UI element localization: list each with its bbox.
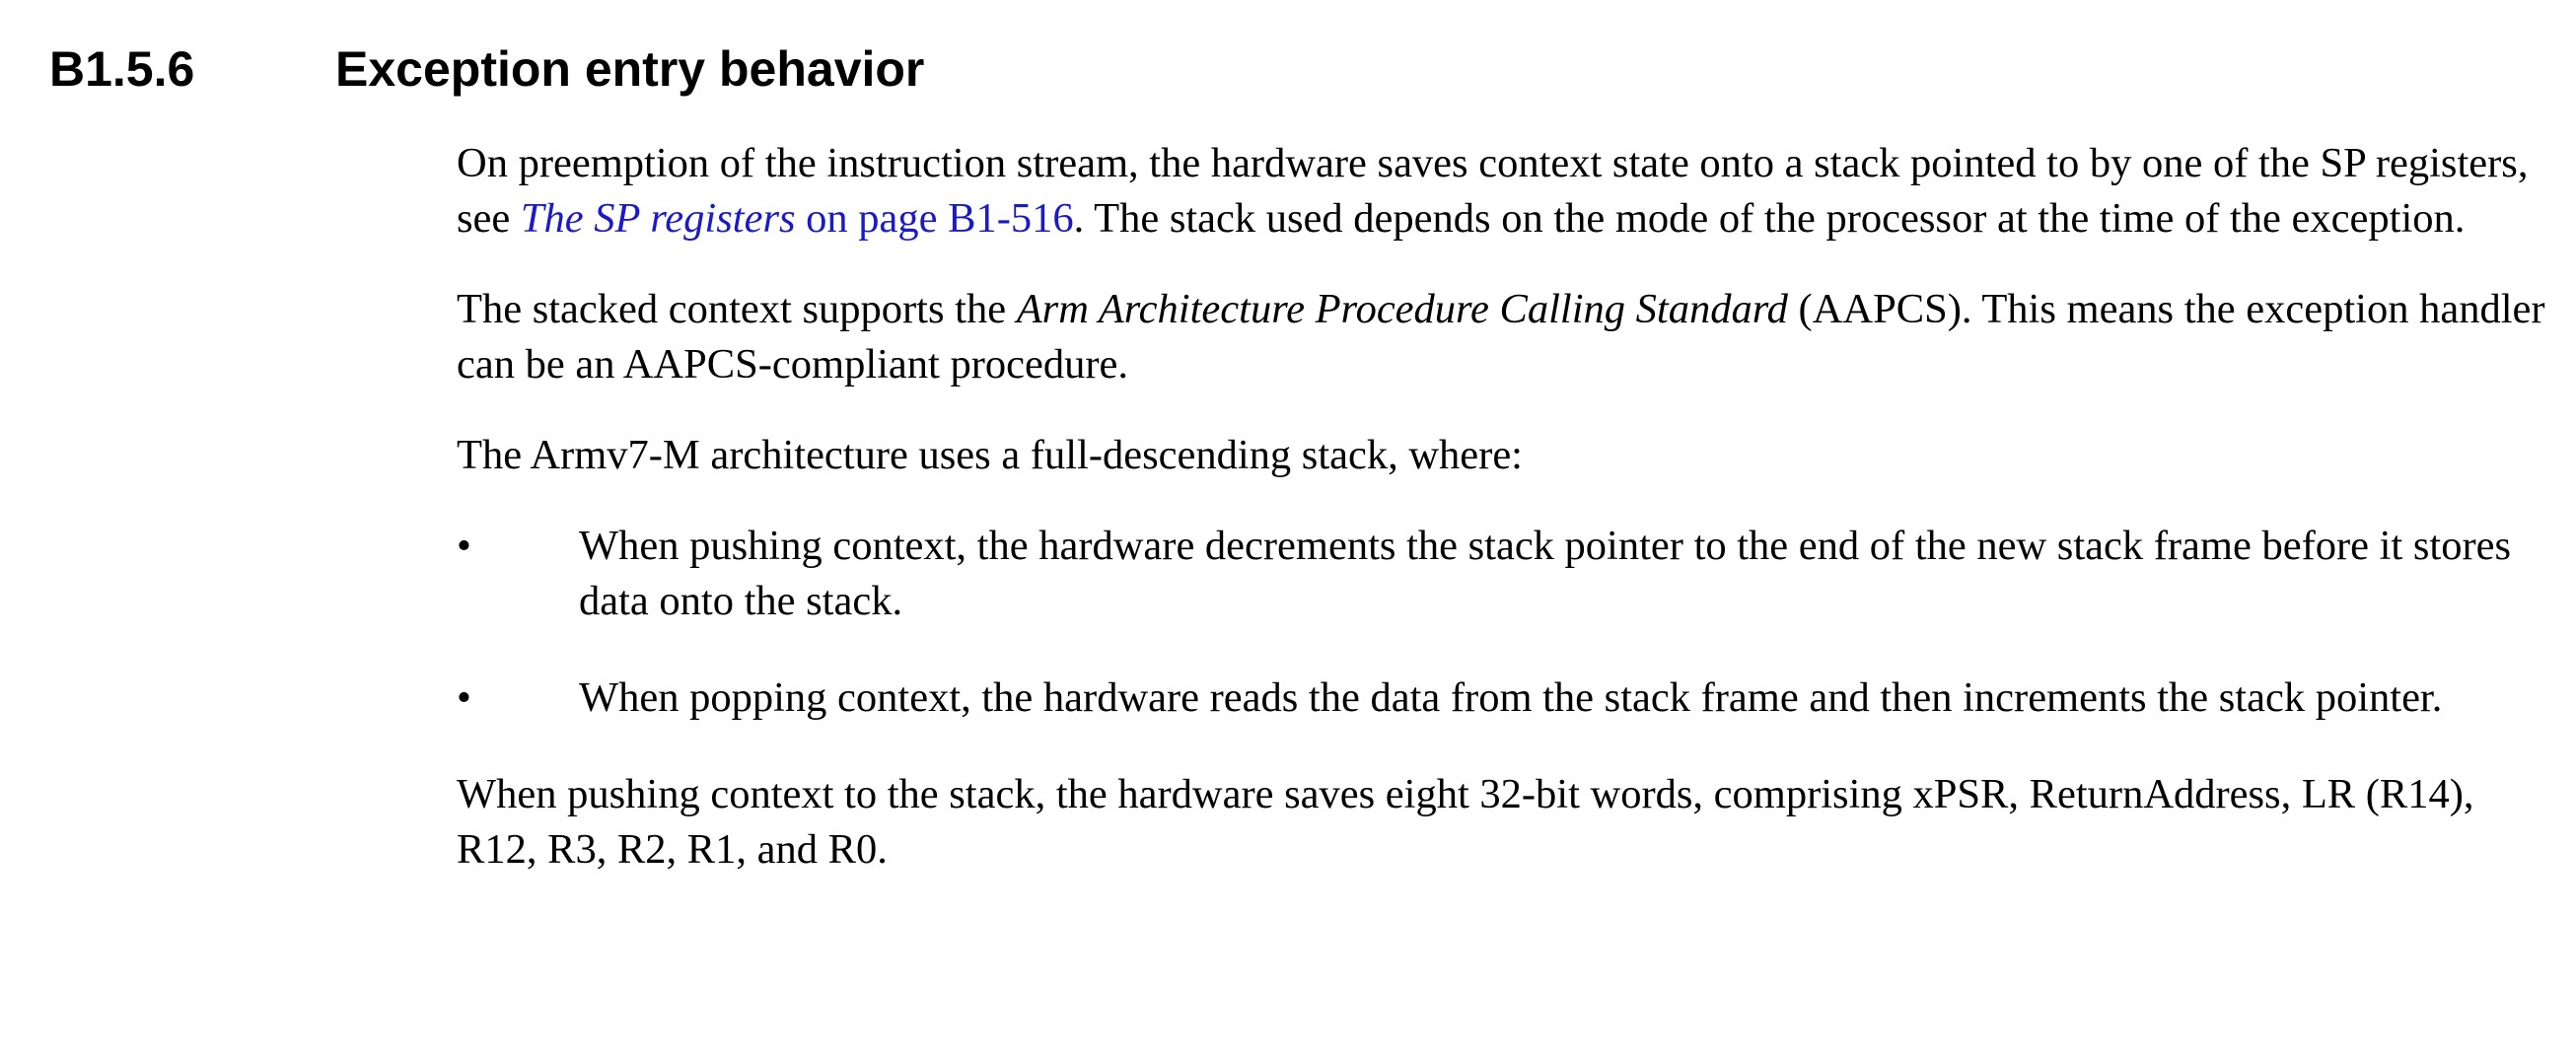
paragraph-text: (AAPCS). This means the exception handler can be an AAPCS-compliant procedure. [457, 286, 2545, 388]
link-title: The SP registers [520, 195, 796, 242]
section-title: Exception entry behavior [335, 41, 925, 97]
paragraph-stacked-words: When pushing context to the stack, the hardware saves eight 32-bit words, comprising xPSR, ReturnAddress, LR (R14), R12, R3, R2, R1, and R0. [457, 771, 2474, 873]
paragraph-text: The stacked context supports the [457, 286, 1017, 332]
section-number: B1.5.6 [49, 41, 195, 97]
list-item-text: When popping context, the hardware reads the data from the stack frame and then increments the stack pointer. [579, 674, 2443, 721]
paragraph-aapcs [457, 282, 2547, 392]
paragraph-text: On preemption of the instruction stream, the hardware saves context state onto a stack pointed to by one of the SP registers, see [457, 140, 2529, 242]
paragraph-preemption [457, 136, 2547, 247]
bullet-icon: • [457, 674, 471, 721]
sp-registers-link[interactable] [521, 195, 1074, 242]
list-item-text: When pushing context, the hardware decrements the stack pointer to the end of the new stack frame before it stores data onto the stack. [579, 523, 2512, 624]
bullet-list [457, 519, 2547, 726]
list-item [457, 519, 2547, 629]
paragraph-full-descending: The Armv7-M architecture uses a full-descending stack, where: [457, 432, 1523, 478]
bullet-icon: • [457, 523, 471, 569]
aapcs-title: Arm Architecture Procedure Calling Standard [1016, 286, 1788, 332]
section-body [457, 136, 2547, 913]
link-page-ref: on page B1-516 [795, 195, 1074, 242]
list-item [457, 671, 2547, 726]
paragraph-text: . The stack used depends on the mode of the processor at the time of the exception. [1073, 195, 2466, 242]
